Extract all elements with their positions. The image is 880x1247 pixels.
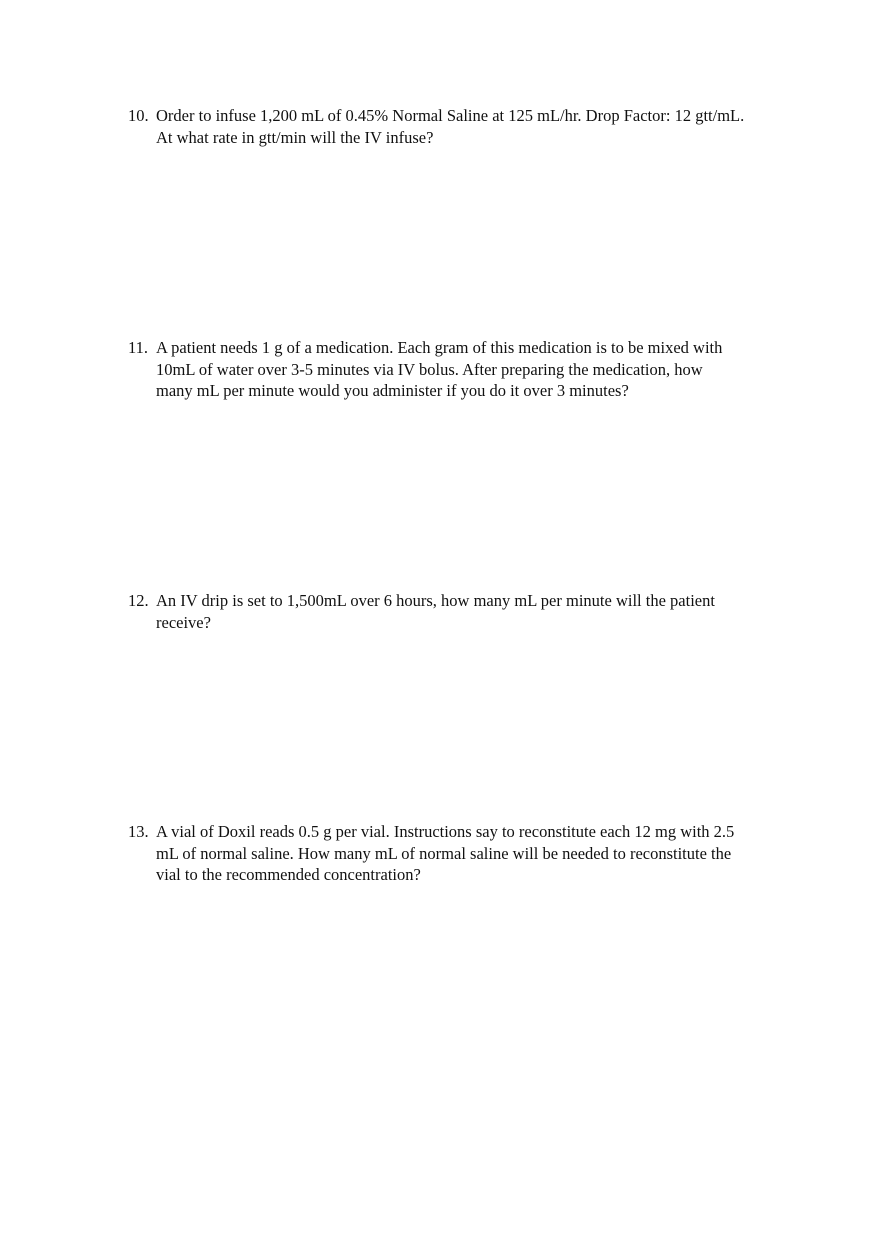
question-text [156, 821, 778, 886]
question-number: 12. [128, 591, 149, 610]
question-text [156, 337, 778, 402]
question-10 [128, 105, 778, 148]
question-line: A vial of Doxil reads 0.5 g per vial. Instructions say to reconstitute each 12 mg with 2.5 [156, 822, 735, 841]
question-11 [128, 337, 778, 402]
question-text [156, 105, 778, 148]
question-line: 10mL of water over 3-5 minutes via IV bolus. After preparing the medication, how [156, 359, 703, 379]
question-line: At what rate in gtt/min will the IV infuse? [156, 127, 434, 147]
question-text [156, 590, 778, 633]
question-line: mL of normal saline. How many mL of normal saline will be needed to reconstitute the [156, 843, 732, 863]
question-line: many mL per minute would you administer if you do it over 3 minutes? [156, 381, 629, 400]
question-12 [128, 590, 778, 633]
question-number: 11. [128, 338, 149, 357]
question-number: 10. [128, 106, 149, 125]
question-number: 13. [128, 822, 149, 841]
question-line: receive? [156, 612, 211, 632]
question-line: Order to infuse 1,200 mL of 0.45% Normal Saline at 125 mL/hr. Drop Factor: 12 gtt/mL. [156, 106, 745, 125]
question-line: An IV drip is set to 1,500mL over 6 hours, how many mL per minute will the patient [156, 591, 715, 610]
question-line: vial to the recommended concentration? [156, 865, 421, 884]
question-13 [128, 821, 778, 886]
question-line: A patient needs 1 g of a medication. Each gram of this medication is to be mixed with [156, 338, 723, 357]
